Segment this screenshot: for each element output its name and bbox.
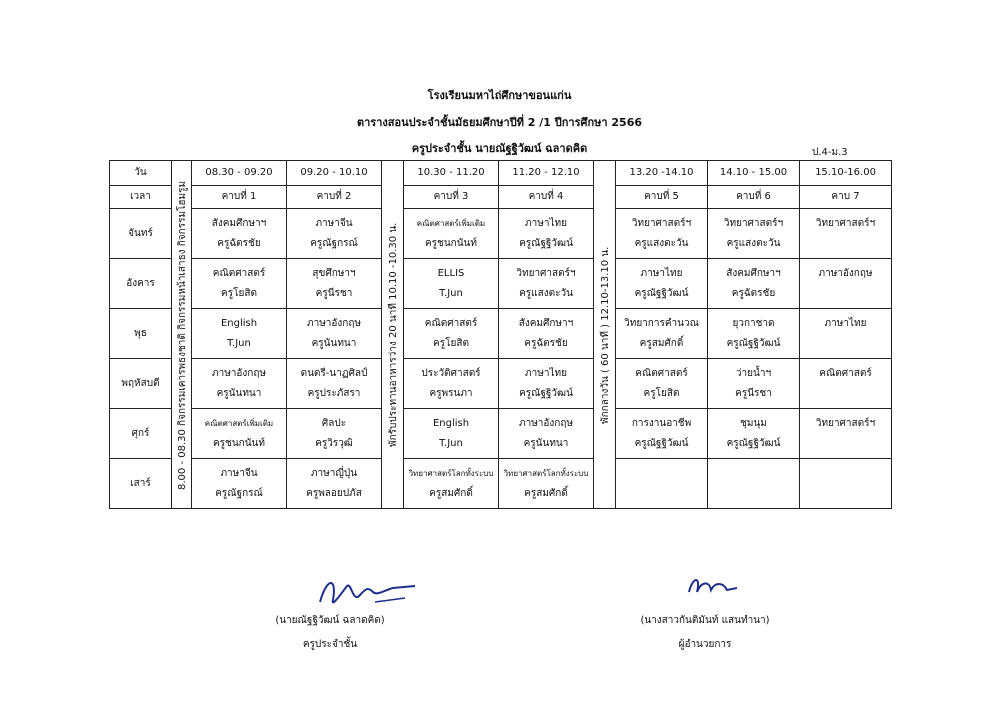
lunch-column <box>594 161 616 509</box>
class-cell <box>800 459 892 509</box>
teacher <box>800 434 891 454</box>
subject: ภาษาไทย <box>525 367 567 379</box>
teacher <box>616 484 707 504</box>
teacher <box>708 484 799 504</box>
class-cell <box>708 209 800 259</box>
class-cell <box>499 309 594 359</box>
day-name-label: พุธ <box>134 327 147 339</box>
time-slot-label: 10.30 - 11.20 <box>417 167 485 178</box>
subject: ภาษาอังกฤษ <box>211 367 266 379</box>
subject: สุขศึกษาฯ <box>312 267 356 279</box>
timetable <box>109 160 892 509</box>
teacher: ครูณัฐฐิวัฒน์ <box>519 237 573 249</box>
subject: ภาษาอังกฤษ <box>518 417 573 429</box>
lunch-text: พักกลางวัน ( 60 นาที ) 12.10-13.10 น. <box>599 246 611 424</box>
period-label-text: คาบที่ 2 <box>316 191 352 202</box>
class-cell <box>192 209 287 259</box>
class-cell <box>192 309 287 359</box>
class-cell <box>287 359 382 409</box>
subject: สังคมศึกษาฯ <box>726 267 781 279</box>
subject: ประวัติศาสตร์ <box>421 367 481 379</box>
corner-time-label: เวลา <box>130 191 151 202</box>
teacher: T.Jun <box>439 287 463 299</box>
subject: คณิตศาสตร์ <box>212 267 266 279</box>
subject: สังคมศึกษาฯ <box>211 217 267 229</box>
subject <box>800 464 891 484</box>
class-cell <box>192 459 287 509</box>
class-cell <box>800 359 892 409</box>
teacher: ครูฉัตรชัย <box>217 237 261 249</box>
signature-right-mark <box>683 572 743 600</box>
period-label <box>616 186 708 209</box>
subject: คณิตศาสตร์ <box>819 367 872 379</box>
class-cell <box>404 359 499 409</box>
teacher: ครูโยสิต <box>643 387 680 399</box>
period-label-text: คาบที่ 3 <box>433 191 469 202</box>
period-label <box>287 186 382 209</box>
subject: ภาษาจีน <box>315 217 353 229</box>
time-slot <box>499 161 594 186</box>
teacher: ครูนีรชา <box>315 287 353 299</box>
subject: วิทยาการคำนวณ <box>624 317 699 329</box>
day-row <box>110 409 892 459</box>
class-cell <box>499 209 594 259</box>
teacher: ครูสมศักดิ์ <box>524 487 568 499</box>
subject: คณิตศาสตร์เพิ่มเติม <box>204 418 274 428</box>
subject: คณิตศาสตร์ <box>424 317 478 329</box>
time-slot <box>616 161 708 186</box>
period-label-text: คาบที่ 1 <box>221 191 257 202</box>
day-name-label: พฤหัสบดี <box>121 377 160 389</box>
day-row <box>110 309 892 359</box>
class-cell <box>708 259 800 309</box>
teacher: ครูณัฐกรณ์ <box>310 237 358 249</box>
time-slot-label: 15.10-16.00 <box>815 167 876 178</box>
homeroom-teacher: ครูประจำชั้น นายณัฐฐิวัฒน์ ฉลาดคิด <box>411 142 588 155</box>
teacher: ครูสมศักดิ์ <box>429 487 473 499</box>
class-cell <box>287 459 382 509</box>
teacher: ครูพรนภา <box>429 387 473 399</box>
class-cell <box>287 309 382 359</box>
subject: ภาษาไทย <box>525 217 567 229</box>
class-cell <box>192 409 287 459</box>
time-header-row <box>110 161 892 186</box>
class-cell <box>616 259 708 309</box>
class-cell <box>616 309 708 359</box>
class-cell <box>800 409 892 459</box>
period-header-row <box>110 186 892 209</box>
teacher: ครูฉัตรชัย <box>731 287 776 299</box>
period-label <box>192 186 287 209</box>
time-slot <box>287 161 382 186</box>
day-name-label: ศุกร์ <box>131 427 150 439</box>
class-cell <box>800 209 892 259</box>
subject: ภาษาไทย <box>824 317 867 329</box>
day-name <box>110 459 172 509</box>
time-slot-label: 13.20 -14.10 <box>629 167 694 178</box>
subject: English <box>432 417 470 429</box>
class-cell <box>708 359 800 409</box>
signature-right-name: (นางสาวกันติมันท์ แสนทำนา) <box>640 615 770 626</box>
subject: วิทยาศาสตร์ฯ <box>516 267 576 279</box>
time-slot <box>800 161 892 186</box>
day-name <box>110 309 172 359</box>
class-cell <box>404 209 499 259</box>
corner-day-label: วัน <box>134 167 147 178</box>
day-name-label: เสาร์ <box>130 477 151 489</box>
subject: ศิลปะ <box>321 417 347 429</box>
teacher <box>800 284 891 304</box>
teacher <box>800 384 891 404</box>
teacher <box>800 484 891 504</box>
class-cell <box>404 259 499 309</box>
corner-time <box>110 186 172 209</box>
subject: ภาษาไทย <box>640 267 683 279</box>
teacher: ครูวิรวุฒิ <box>315 437 353 449</box>
teacher: ครูนันทนา <box>311 337 357 349</box>
time-slot-label: 09.20 - 10.10 <box>300 167 368 178</box>
signature-left-mark <box>315 572 425 612</box>
teacher <box>800 234 891 254</box>
teacher: ครูพลอยปภัส <box>306 487 362 499</box>
teacher: ครูประภัสรา <box>307 387 361 399</box>
class-cell <box>499 259 594 309</box>
morning-activity-text: 8.00 - 08.30 กิจกรรมเคารพธงชาติ กิจกรรมหน้าเสาธง กิจกรรมโฮมรูม <box>176 180 188 490</box>
class-cell <box>404 409 499 459</box>
class-cell <box>404 309 499 359</box>
day-row <box>110 259 892 309</box>
teacher: ครูนันทนา <box>523 437 569 449</box>
day-name <box>110 209 172 259</box>
teacher: ครูณัฐฐิวัฒน์ <box>726 437 781 449</box>
day-row <box>110 459 892 509</box>
period-label-text: คาบที่ 5 <box>644 191 679 202</box>
class-cell <box>192 259 287 309</box>
teacher: ครูแสงตะวัน <box>726 237 781 249</box>
morning-activity-column <box>172 161 192 509</box>
signature-right-role: ผู้อำนวยการ <box>678 639 732 650</box>
subject: ดนตรี-นาฏศิลป์ <box>300 367 368 379</box>
teacher: ครูณัฐฐิวัฒน์ <box>519 387 573 399</box>
time-slot-label: 11.20 - 12.10 <box>512 167 580 178</box>
day-name-label: จันทร์ <box>128 227 153 239</box>
class-cell <box>499 459 594 509</box>
day-name-label: อังคาร <box>126 277 155 289</box>
class-cell <box>616 409 708 459</box>
teacher: ครูนันทนา <box>216 387 262 399</box>
time-slot-label: 14.10 - 15.00 <box>719 167 788 178</box>
corner-day <box>110 161 172 186</box>
period-label <box>404 186 499 209</box>
signature-left-role: ครูประจำชั้น <box>302 639 358 650</box>
time-slot <box>404 161 499 186</box>
subject: คณิตศาสตร์เพิ่มเติม <box>416 218 486 228</box>
teacher: ครูฉัตรชัย <box>524 337 568 349</box>
subject: ยุวกาชาด <box>732 317 775 329</box>
day-name <box>110 259 172 309</box>
class-cell <box>287 209 382 259</box>
period-label <box>800 186 892 209</box>
teacher: T.Jun <box>439 437 463 449</box>
teacher: ครูแสงตะวัน <box>634 237 689 249</box>
class-code: ป.4-ม.3 <box>812 147 848 158</box>
subject: ภาษาญี่ปุ่น <box>310 467 358 479</box>
break-text: พักรับประทานอาหารว่าง 20 นาที 10.10 -10.30 น. <box>387 222 399 448</box>
subject: ภาษาจีน <box>220 467 258 479</box>
teacher: ครูณัฐกรณ์ <box>215 487 263 499</box>
subject: วิทยาศาสตร์ฯ <box>815 217 876 229</box>
class-cell <box>708 409 800 459</box>
teacher: ครูนีรชา <box>735 387 772 399</box>
class-cell <box>708 309 800 359</box>
class-cell <box>800 309 892 359</box>
subject: คณิตศาสตร์ <box>635 367 688 379</box>
period-label <box>708 186 800 209</box>
class-cell <box>287 409 382 459</box>
subject: วิทยาศาสตร์โลกทั้งระบบ <box>503 468 589 478</box>
class-cell <box>404 459 499 509</box>
subject <box>616 464 707 484</box>
class-cell <box>616 359 708 409</box>
signature-left-name: (นายณัฐฐิวัฒน์ ฉลาดคิด) <box>275 615 385 626</box>
subject: วิทยาศาสตร์ฯ <box>631 217 692 229</box>
teacher: ครูสมศักดิ์ <box>639 337 684 349</box>
class-cell <box>287 259 382 309</box>
subject: วิทยาศาสตร์ฯ <box>723 217 784 229</box>
time-slot <box>192 161 287 186</box>
teacher: T.Jun <box>227 337 251 349</box>
teacher: ครูณัฐฐิวัฒน์ <box>634 287 689 299</box>
class-cell <box>616 459 708 509</box>
teacher: ครูชนกนันท์ <box>424 237 477 249</box>
period-label-text: คาบที่ 4 <box>528 191 564 202</box>
class-cell <box>616 209 708 259</box>
time-slot-label: 08.30 - 09.20 <box>205 167 273 178</box>
subject: การงานอาชีพ <box>631 417 692 429</box>
teacher: ครูณัฐฐิวัฒน์ <box>634 437 689 449</box>
subject: ภาษาอังกฤษ <box>306 317 361 329</box>
subject: ELLIS <box>437 267 465 279</box>
class-cell <box>192 359 287 409</box>
teacher: ครูแสงตะวัน <box>519 287 573 299</box>
period-label-text: คาบที่ 6 <box>736 191 771 202</box>
teacher: ครูชนกนันท์ <box>212 437 265 449</box>
school-name: โรงเรียนมหาไถ่ศึกษาขอนแก่น <box>427 89 572 102</box>
teacher: ครูโยสิต <box>433 337 469 349</box>
subject: English <box>220 317 258 329</box>
teacher: ครูโยสิต <box>221 287 257 299</box>
period-label-text: คาบ 7 <box>831 191 860 202</box>
class-cell <box>708 459 800 509</box>
subject: วิทยาศาสตร์ฯ <box>815 417 876 429</box>
class-cell <box>499 359 594 409</box>
day-name <box>110 409 172 459</box>
schedule-title: ตารางสอนประจำชั้นมัธยมศึกษาปีที่ 2 /1 ปีการศึกษา 2566 <box>356 116 643 129</box>
subject: วิทยาศาสตร์โลกทั้งระบบ <box>408 468 494 478</box>
subject: ว่ายน้ำฯ <box>735 367 772 379</box>
subject: ภาษาอังกฤษ <box>818 267 873 279</box>
period-label <box>499 186 594 209</box>
time-slot <box>708 161 800 186</box>
day-row <box>110 359 892 409</box>
break-column <box>382 161 404 509</box>
day-name <box>110 359 172 409</box>
subject: ชุมนุม <box>740 417 767 429</box>
teacher: ครูณัฐฐิวัฒน์ <box>726 337 781 349</box>
day-row <box>110 209 892 259</box>
subject <box>708 464 799 484</box>
class-cell <box>499 409 594 459</box>
subject: สังคมศึกษาฯ <box>518 317 574 329</box>
class-cell <box>800 259 892 309</box>
teacher <box>800 334 891 354</box>
